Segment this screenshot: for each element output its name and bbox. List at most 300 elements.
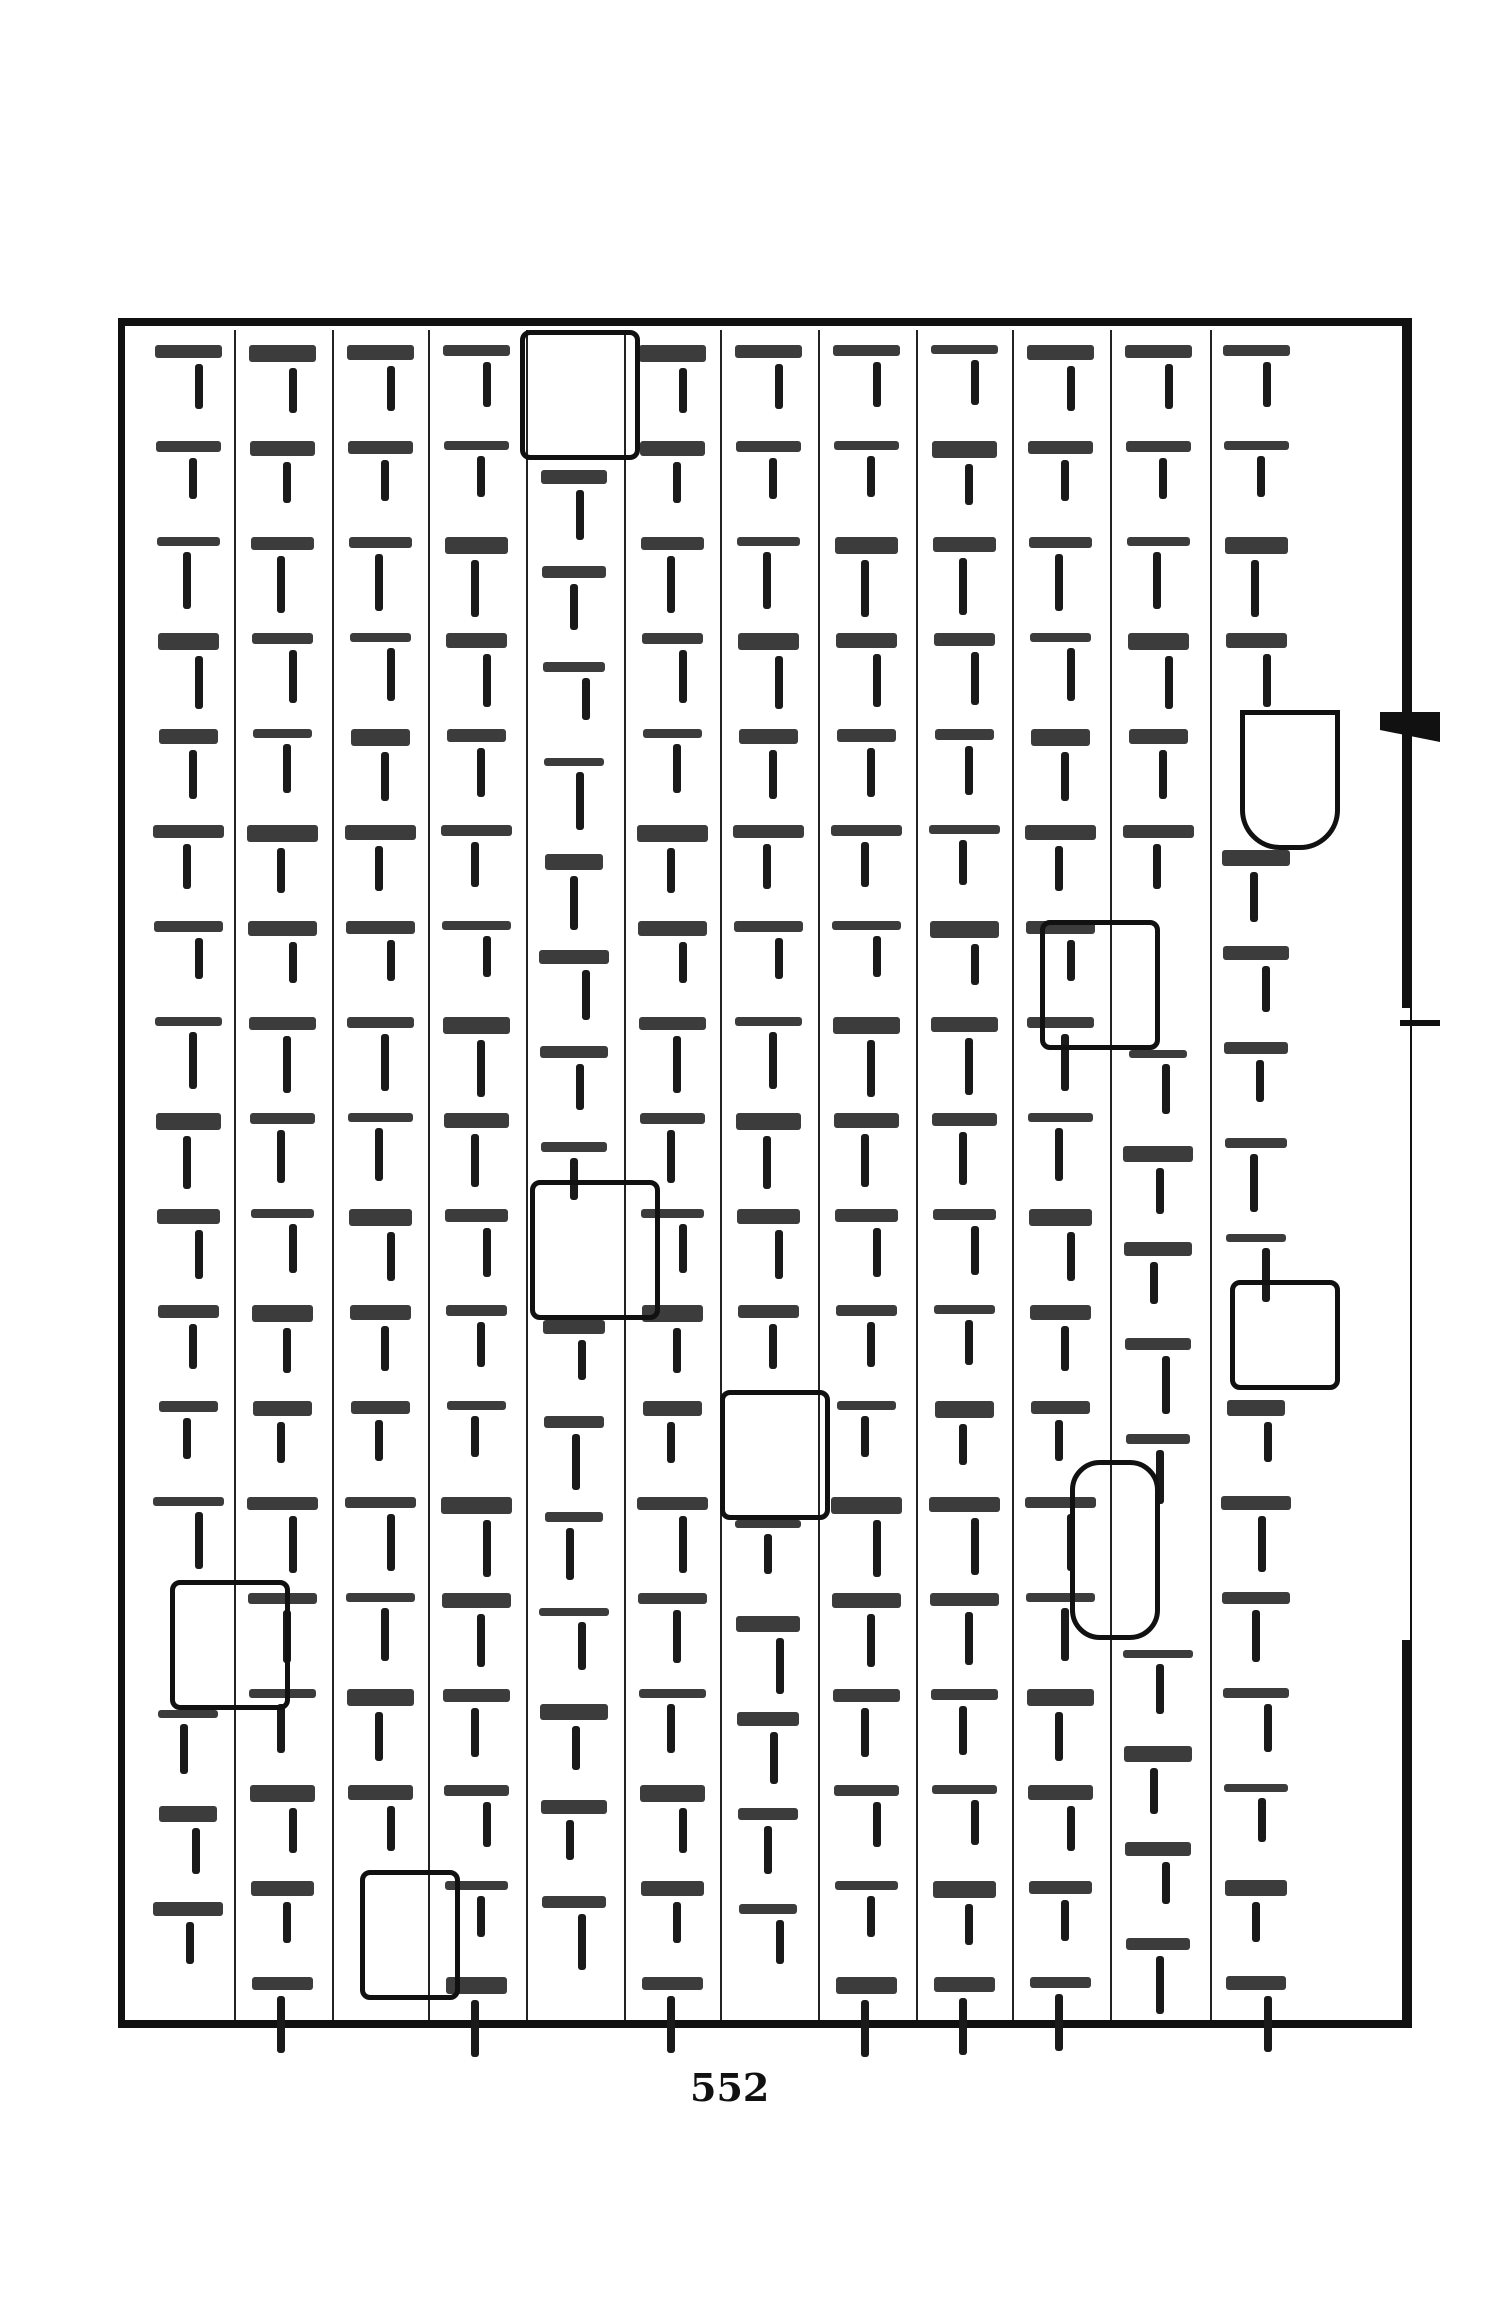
glyph-mark: [834, 441, 899, 450]
glyph-mark: [1129, 729, 1188, 744]
glyph-mark: [738, 1305, 799, 1318]
glyph-mark: [1225, 537, 1288, 554]
glyph-mark: [387, 366, 395, 411]
glyph-mark: [930, 921, 999, 938]
glyph-mark: [540, 1046, 608, 1058]
glyph-mark: [775, 1230, 783, 1279]
glyph-mark: [578, 1914, 586, 1970]
glyph-mark: [1124, 1746, 1192, 1762]
glyph-mark: [769, 1032, 777, 1089]
glyph-mark: [471, 1416, 479, 1457]
glyph-mark: [639, 1017, 706, 1030]
glyph-mark: [1150, 1768, 1158, 1814]
glyph-mark: [673, 1610, 681, 1663]
glyph-mark: [867, 1896, 875, 1937]
glyph-mark: [1067, 1232, 1075, 1281]
glyph-mark: [1124, 1242, 1192, 1256]
glyph-mark: [277, 1704, 285, 1753]
glyph-mark: [348, 1785, 413, 1800]
glyph-mark: [1061, 460, 1069, 501]
glyph-mark: [673, 1036, 681, 1093]
glyph-mark: [375, 1420, 383, 1461]
glyph-mark: [283, 1328, 291, 1373]
glyph-mark: [1222, 1592, 1290, 1604]
glyph-mark: [1055, 846, 1063, 891]
glyph-mark: [1031, 1401, 1090, 1414]
glyph-mark: [477, 1040, 485, 1097]
glyph-mark: [833, 1017, 900, 1034]
glyph-mark: [381, 1608, 389, 1661]
glyph-mark: [1067, 648, 1075, 701]
glyph-mark: [566, 1820, 574, 1860]
glyph-mark: [1165, 656, 1173, 709]
glyph-mark: [1264, 1996, 1272, 2052]
glyph-mark: [447, 1401, 506, 1410]
glyph-mark: [1262, 966, 1270, 1012]
glyph-mark: [289, 650, 297, 703]
glyph-mark: [543, 662, 605, 672]
glyph-mark: [667, 556, 675, 613]
glyph-mark: [637, 825, 708, 842]
glyph-mark: [183, 552, 191, 609]
glyph-mark: [183, 844, 191, 889]
glyph-mark: [861, 1134, 869, 1187]
glyph-mark: [959, 1998, 967, 2055]
glyph-mark: [673, 1902, 681, 1943]
glyph-mark: [933, 1209, 996, 1220]
glyph-mark: [1264, 1704, 1272, 1752]
glyph-mark: [959, 840, 967, 885]
glyph-mark: [1029, 1209, 1092, 1226]
glyph-mark: [1029, 537, 1092, 548]
glyph-mark: [375, 1712, 383, 1761]
glyph-mark: [153, 1902, 223, 1916]
glyph-mark: [1156, 1664, 1164, 1714]
glyph-mark: [932, 1785, 997, 1794]
glyph-mark: [667, 1996, 675, 2053]
glyph-mark: [443, 1689, 510, 1702]
glyph-mark: [835, 537, 898, 554]
glyph-mark: [679, 1808, 687, 1853]
glyph-mark: [932, 441, 997, 458]
glyph-mark: [837, 1401, 896, 1410]
glyph-mark: [770, 1732, 778, 1784]
glyph-mark: [251, 537, 314, 550]
glyph-mark: [1252, 1610, 1260, 1662]
glyph-mark: [1223, 1688, 1289, 1698]
glyph-mark: [1125, 1842, 1191, 1856]
glyph-mark: [253, 729, 312, 738]
glyph-mark: [835, 1881, 898, 1890]
glyph-mark: [381, 752, 389, 801]
column-rule: [1110, 330, 1112, 2020]
glyph-mark: [1159, 458, 1167, 499]
glyph-mark: [195, 1230, 203, 1279]
glyph-mark: [1126, 441, 1191, 452]
glyph-mark: [158, 633, 219, 650]
glyph-mark: [735, 1017, 802, 1026]
glyph-mark: [934, 1977, 995, 1992]
glyph-mark: [638, 1593, 707, 1604]
seal-character: [1230, 1280, 1340, 1390]
seal-character: [530, 1180, 660, 1320]
glyph-mark: [572, 1434, 580, 1490]
glyph-mark: [253, 1401, 312, 1416]
glyph-mark: [775, 364, 783, 409]
side-margin-rule: [1400, 1020, 1440, 1026]
glyph-mark: [289, 1224, 297, 1273]
glyph-mark: [1061, 1326, 1069, 1371]
glyph-mark: [641, 537, 704, 550]
glyph-mark: [155, 1017, 222, 1026]
glyph-mark: [867, 456, 875, 497]
glyph-mark: [1055, 1128, 1063, 1181]
glyph-mark: [836, 633, 897, 648]
glyph-mark: [833, 345, 900, 356]
glyph-mark: [192, 1828, 200, 1874]
glyph-mark: [959, 558, 967, 615]
glyph-mark: [965, 746, 973, 795]
glyph-mark: [578, 1340, 586, 1380]
glyph-mark: [471, 2000, 479, 2057]
glyph-mark: [832, 921, 901, 930]
glyph-mark: [542, 1896, 606, 1908]
glyph-mark: [1225, 1138, 1287, 1148]
glyph-mark: [1061, 1900, 1069, 1941]
glyph-mark: [446, 1305, 507, 1316]
glyph-mark: [931, 1689, 998, 1700]
glyph-mark: [578, 1622, 586, 1670]
glyph-mark: [1251, 560, 1259, 617]
glyph-mark: [156, 1113, 221, 1130]
glyph-mark: [1256, 1060, 1264, 1102]
glyph-mark: [1126, 1938, 1190, 1950]
glyph-mark: [1061, 752, 1069, 801]
glyph-mark: [1153, 844, 1161, 889]
glyph-mark: [347, 345, 414, 360]
glyph-mark: [483, 1802, 491, 1847]
glyph-mark: [1030, 1977, 1091, 1988]
glyph-mark: [929, 1497, 1000, 1512]
glyph-mark: [250, 1785, 315, 1802]
glyph-mark: [959, 1132, 967, 1185]
glyph-mark: [251, 1881, 314, 1896]
glyph-mark: [930, 1593, 999, 1606]
glyph-mark: [283, 1036, 291, 1093]
glyph-mark: [351, 729, 410, 746]
glyph-mark: [156, 441, 221, 452]
glyph-mark: [183, 1136, 191, 1189]
glyph-mark: [159, 1806, 217, 1822]
glyph-mark: [873, 362, 881, 407]
glyph-mark: [861, 2000, 869, 2057]
glyph-mark: [545, 1512, 603, 1522]
column-rule: [720, 330, 722, 2020]
glyph-mark: [1028, 441, 1093, 454]
glyph-mark: [483, 654, 491, 707]
glyph-mark: [1263, 362, 1271, 407]
glyph-mark: [1028, 1785, 1093, 1800]
glyph-mark: [1128, 633, 1189, 650]
glyph-mark: [375, 1128, 383, 1181]
glyph-mark: [1159, 750, 1167, 799]
glyph-mark: [157, 537, 220, 546]
glyph-mark: [836, 1305, 897, 1316]
glyph-mark: [932, 1113, 997, 1126]
glyph-mark: [1055, 1420, 1063, 1461]
glyph-mark: [544, 1416, 604, 1428]
glyph-mark: [249, 1017, 316, 1030]
glyph-mark: [154, 921, 223, 932]
glyph-mark: [1123, 1650, 1193, 1658]
glyph-mark: [442, 921, 511, 930]
glyph-mark: [277, 848, 285, 893]
glyph-mark: [445, 537, 508, 554]
glyph-mark: [737, 1209, 800, 1224]
glyph-mark: [375, 554, 383, 611]
glyph-mark: [576, 490, 584, 540]
glyph-mark: [769, 1324, 777, 1369]
glyph-mark: [444, 1113, 509, 1128]
seal-character: [360, 1870, 460, 2000]
glyph-mark: [642, 633, 703, 644]
glyph-mark: [252, 633, 313, 644]
glyph-mark: [1162, 1356, 1170, 1414]
glyph-mark: [1126, 1434, 1190, 1444]
glyph-mark: [541, 1800, 607, 1814]
glyph-mark: [483, 1228, 491, 1277]
glyph-mark: [539, 1608, 609, 1616]
column-rule: [332, 330, 334, 2020]
glyph-mark: [542, 566, 606, 578]
glyph-mark: [1030, 633, 1091, 642]
side-margin-rule: [1402, 318, 1410, 1008]
glyph-mark: [1067, 1806, 1075, 1851]
glyph-mark: [831, 1497, 902, 1514]
glyph-mark: [1150, 1262, 1158, 1304]
glyph-mark: [387, 940, 395, 981]
glyph-mark: [1221, 1496, 1291, 1510]
glyph-mark: [277, 1422, 285, 1463]
glyph-mark: [965, 1038, 973, 1095]
glyph-mark: [349, 1209, 412, 1226]
glyph-mark: [959, 1424, 967, 1465]
glyph-mark: [764, 1534, 772, 1574]
glyph-mark: [641, 1881, 704, 1896]
glyph-mark: [738, 1808, 798, 1820]
glyph-mark: [1224, 1042, 1288, 1054]
glyph-mark: [277, 556, 285, 613]
glyph-mark: [277, 1996, 285, 2053]
glyph-mark: [769, 750, 777, 799]
glyph-mark: [250, 441, 315, 456]
glyph-mark: [837, 729, 896, 742]
glyph-mark: [350, 1305, 411, 1320]
glyph-mark: [931, 345, 998, 354]
glyph-mark: [1027, 1689, 1094, 1706]
glyph-mark: [1027, 345, 1094, 360]
glyph-mark: [159, 1401, 218, 1412]
glyph-mark: [971, 944, 979, 985]
glyph-mark: [545, 854, 603, 870]
glyph-mark: [873, 1228, 881, 1277]
glyph-mark: [442, 1593, 511, 1608]
glyph-mark: [347, 1017, 414, 1028]
glyph-mark: [346, 921, 415, 934]
glyph-mark: [247, 1497, 318, 1510]
glyph-mark: [640, 1785, 705, 1802]
glyph-mark: [667, 1422, 675, 1463]
glyph-mark: [1250, 872, 1258, 922]
glyph-mark: [289, 942, 297, 983]
glyph-mark: [873, 654, 881, 707]
glyph-mark: [159, 729, 218, 744]
glyph-mark: [959, 1706, 967, 1755]
glyph-mark: [289, 368, 297, 413]
glyph-mark: [346, 1593, 415, 1602]
glyph-mark: [252, 1977, 313, 1990]
glyph-mark: [443, 345, 510, 356]
glyph-mark: [158, 1305, 219, 1318]
glyph-mark: [735, 345, 802, 358]
glyph-mark: [153, 825, 224, 838]
glyph-mark: [736, 1616, 800, 1632]
glyph-mark: [736, 1113, 801, 1130]
glyph-mark: [477, 1322, 485, 1367]
glyph-mark: [965, 1320, 973, 1365]
glyph-mark: [345, 1497, 416, 1508]
glyph-mark: [348, 441, 413, 454]
glyph-mark: [971, 360, 979, 405]
glyph-mark: [381, 1326, 389, 1371]
column-rule: [818, 330, 820, 2020]
glyph-mark: [1030, 1305, 1091, 1320]
glyph-mark: [637, 1497, 708, 1510]
glyph-mark: [769, 458, 777, 499]
glyph-mark: [541, 470, 607, 484]
glyph-mark: [763, 1136, 771, 1189]
glyph-mark: [189, 750, 197, 799]
glyph-mark: [570, 876, 578, 930]
glyph-mark: [734, 921, 803, 932]
glyph-mark: [351, 1401, 410, 1414]
glyph-mark: [640, 1113, 705, 1124]
glyph-mark: [764, 1826, 772, 1874]
glyph-mark: [642, 1977, 703, 1990]
glyph-mark: [1153, 552, 1161, 609]
glyph-mark: [349, 537, 412, 548]
column-rule: [1210, 330, 1212, 2020]
glyph-mark: [933, 1881, 996, 1898]
glyph-mark: [483, 1520, 491, 1577]
glyph-mark: [638, 921, 707, 936]
glyph-mark: [934, 1305, 995, 1314]
glyph-mark: [1224, 441, 1289, 450]
glyph-mark: [929, 825, 1000, 834]
glyph-mark: [867, 1322, 875, 1367]
glyph-mark: [1055, 1994, 1063, 2051]
glyph-mark: [195, 656, 203, 709]
glyph-mark: [289, 1808, 297, 1853]
glyph-mark: [249, 345, 316, 362]
glyph-mark: [446, 633, 507, 648]
glyph-mark: [1123, 825, 1194, 838]
glyph-mark: [189, 1324, 197, 1369]
glyph-mark: [833, 1689, 900, 1702]
glyph-mark: [186, 1922, 194, 1964]
column-rule: [916, 330, 918, 2020]
glyph-mark: [1162, 1064, 1170, 1114]
glyph-mark: [1125, 1338, 1191, 1350]
seal-character: [520, 330, 640, 460]
glyph-mark: [832, 1593, 901, 1608]
glyph-mark: [738, 633, 799, 650]
glyph-mark: [471, 560, 479, 617]
glyph-mark: [582, 678, 590, 720]
glyph-mark: [445, 1209, 508, 1222]
glyph-mark: [283, 462, 291, 503]
glyph-mark: [252, 1305, 313, 1322]
glyph-mark: [566, 1528, 574, 1580]
glyph-mark: [543, 1320, 605, 1334]
glyph-mark: [1226, 633, 1287, 648]
glyph-mark: [1223, 946, 1289, 960]
page-number: 552: [690, 2065, 770, 2110]
glyph-mark: [541, 1142, 607, 1152]
glyph-mark: [348, 1113, 413, 1122]
glyph-mark: [183, 1418, 191, 1459]
glyph-mark: [1162, 1862, 1170, 1904]
glyph-mark: [935, 1401, 994, 1418]
glyph-mark: [441, 825, 512, 836]
glyph-mark: [387, 1514, 395, 1571]
glyph-mark: [733, 825, 804, 838]
glyph-mark: [679, 650, 687, 703]
glyph-mark: [1226, 1976, 1286, 1990]
glyph-mark: [189, 458, 197, 499]
glyph-mark: [836, 1977, 897, 1994]
glyph-mark: [640, 441, 705, 456]
glyph-mark: [570, 584, 578, 630]
glyph-mark: [679, 368, 687, 413]
glyph-mark: [375, 846, 383, 891]
glyph-mark: [483, 936, 491, 977]
seal-character: [170, 1580, 290, 1710]
glyph-mark: [873, 1802, 881, 1847]
glyph-mark: [347, 1689, 414, 1706]
glyph-mark: [971, 1800, 979, 1845]
glyph-mark: [381, 1034, 389, 1091]
glyph-mark: [867, 748, 875, 797]
glyph-mark: [540, 1704, 608, 1720]
glyph-mark: [1125, 345, 1192, 358]
glyph-mark: [739, 729, 798, 744]
glyph-mark: [739, 1904, 797, 1914]
glyph-mark: [345, 825, 416, 840]
glyph-mark: [471, 1134, 479, 1187]
glyph-mark: [189, 1032, 197, 1089]
glyph-mark: [867, 1040, 875, 1097]
glyph-mark: [971, 1518, 979, 1575]
glyph-mark: [576, 772, 584, 830]
glyph-mark: [157, 1209, 220, 1224]
glyph-mark: [873, 936, 881, 977]
glyph-mark: [935, 729, 994, 740]
glyph-mark: [667, 1704, 675, 1753]
glyph-mark: [471, 1708, 479, 1757]
seal-character: [1240, 710, 1340, 850]
glyph-mark: [1225, 1880, 1287, 1896]
